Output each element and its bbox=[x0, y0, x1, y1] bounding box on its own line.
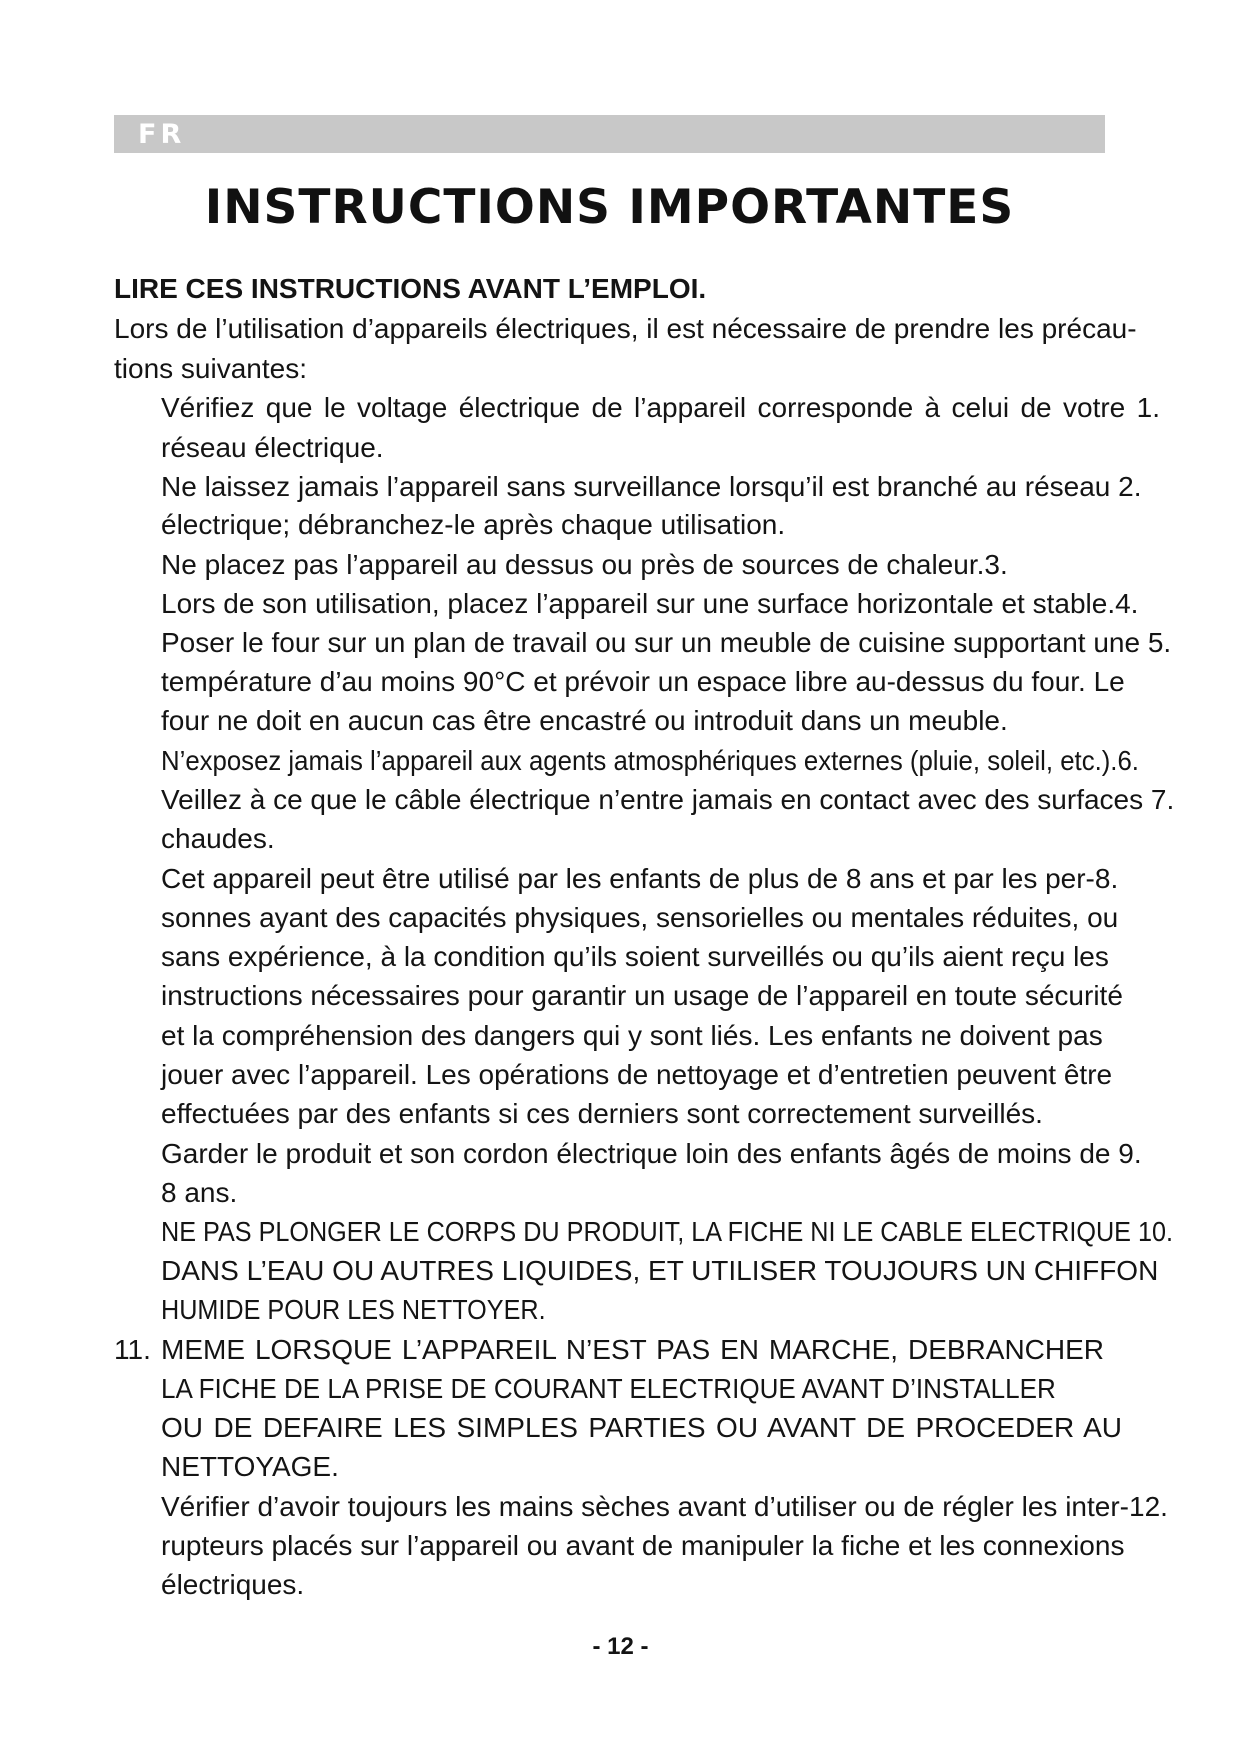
item-number: 11. bbox=[114, 1334, 151, 1365]
instruction-line: température d’au moins 90°C et prévoir un espace libre au-dessus du four. Le bbox=[161, 666, 1125, 697]
instruction-line: Veillez à ce que le câble électrique n’entre jamais en contact avec des surfaces 7. bbox=[161, 784, 1175, 815]
instruction-line: chaudes. bbox=[161, 823, 275, 854]
instruction-line: Cet appareil peut être utilisé par les enfants de plus de 8 ans et par les per-8. bbox=[161, 863, 1119, 894]
instruction-line: Garder le produit et son cordon électrique loin des enfants âgés de moins de 9. bbox=[161, 1138, 1142, 1169]
instruction-line: 8 ans. bbox=[161, 1177, 238, 1208]
instruction-line: DANS L’EAU OU AUTRES LIQUIDES, ET UTILISER TOUJOURS UN CHIFFON bbox=[161, 1255, 1159, 1286]
instruction-line: réseau électrique. bbox=[161, 432, 384, 463]
intro-line: Lors de l’utilisation d’appareils électriques, il est nécessaire de prendre les précau- bbox=[114, 313, 1137, 344]
page-title: INSTRUCTIONS IMPORTANTES bbox=[204, 180, 1015, 235]
instruction-line: NETTOYAGE. bbox=[161, 1451, 339, 1482]
instruction-line: et la compréhension des dangers qui y sont liés. Les enfants ne doivent pas bbox=[161, 1020, 1103, 1051]
instruction-line: four ne doit en aucun cas être encastré ou introduit dans un meuble. bbox=[161, 705, 1008, 736]
instruction-line: Ne laissez jamais l’appareil sans surveillance lorsqu’il est branché au réseau 2. bbox=[161, 471, 1142, 502]
instruction-line: Poser le four sur un plan de travail ou sur un meuble de cuisine supportant une 5. bbox=[161, 627, 1172, 658]
instruction-line: électriques. bbox=[161, 1569, 305, 1600]
instruction-line: effectuées par des enfants si ces derniers sont correctement surveillés. bbox=[161, 1098, 1043, 1129]
page-number: - 12 - bbox=[592, 1633, 649, 1660]
instruction-line: rupteurs placés sur l’appareil ou avant de manipuler la fiche et les connexions bbox=[161, 1530, 1125, 1561]
instruction-line: sonnes ayant des capacités physiques, sensorielles ou mentales réduites, ou bbox=[161, 902, 1119, 933]
language-code: FR bbox=[138, 119, 186, 150]
instruction-line: MEME LORSQUE L’APPAREIL N’EST PAS EN MARCHE, DEBRANCHER bbox=[161, 1334, 1104, 1365]
instruction-line: sans expérience, à la condition qu’ils soient surveillés ou qu’ils aient reçu les bbox=[161, 941, 1109, 972]
language-header-bar bbox=[114, 115, 1105, 153]
subtitle: LIRE CES INSTRUCTIONS AVANT L’EMPLOI. bbox=[114, 273, 707, 304]
instruction-line: électrique; débranchez-le après chaque utilisation. bbox=[161, 509, 786, 540]
instruction-line: N’exposez jamais l’appareil aux agents atmosphériques externes (pluie, soleil, etc.).6. bbox=[161, 745, 1139, 776]
instruction-line: Vérifier d’avoir toujours les mains sèches avant d’utiliser ou de régler les inter-12. bbox=[161, 1491, 1168, 1522]
instruction-line: LA FICHE DE LA PRISE DE COURANT ELECTRIQUE AVANT D’INSTALLER bbox=[161, 1373, 1056, 1404]
instruction-line: Lors de son utilisation, placez l’appareil sur une surface horizontale et stable.4. bbox=[161, 588, 1139, 619]
instruction-line: OU DE DEFAIRE LES SIMPLES PARTIES OU AVANT DE PROCEDER AU bbox=[161, 1412, 1122, 1443]
instruction-line: Vérifiez que le voltage électrique de l’appareil corresponde à celui de votre 1. bbox=[161, 392, 1160, 423]
instruction-line: NE PAS PLONGER LE CORPS DU PRODUIT, LA FICHE NI LE CABLE ELECTRIQUE 10. bbox=[161, 1216, 1174, 1247]
instruction-line: HUMIDE POUR LES NETTOYER. bbox=[161, 1294, 546, 1325]
instruction-line: instructions nécessaires pour garantir un usage de l’appareil en toute sécurité bbox=[161, 980, 1123, 1011]
instruction-line: jouer avec l’appareil. Les opérations de nettoyage et d’entretien peuvent être bbox=[161, 1059, 1113, 1090]
intro-line: tions suivantes: bbox=[114, 353, 307, 384]
instruction-line: Ne placez pas l’appareil au dessus ou près de sources de chaleur.3. bbox=[161, 549, 1008, 580]
